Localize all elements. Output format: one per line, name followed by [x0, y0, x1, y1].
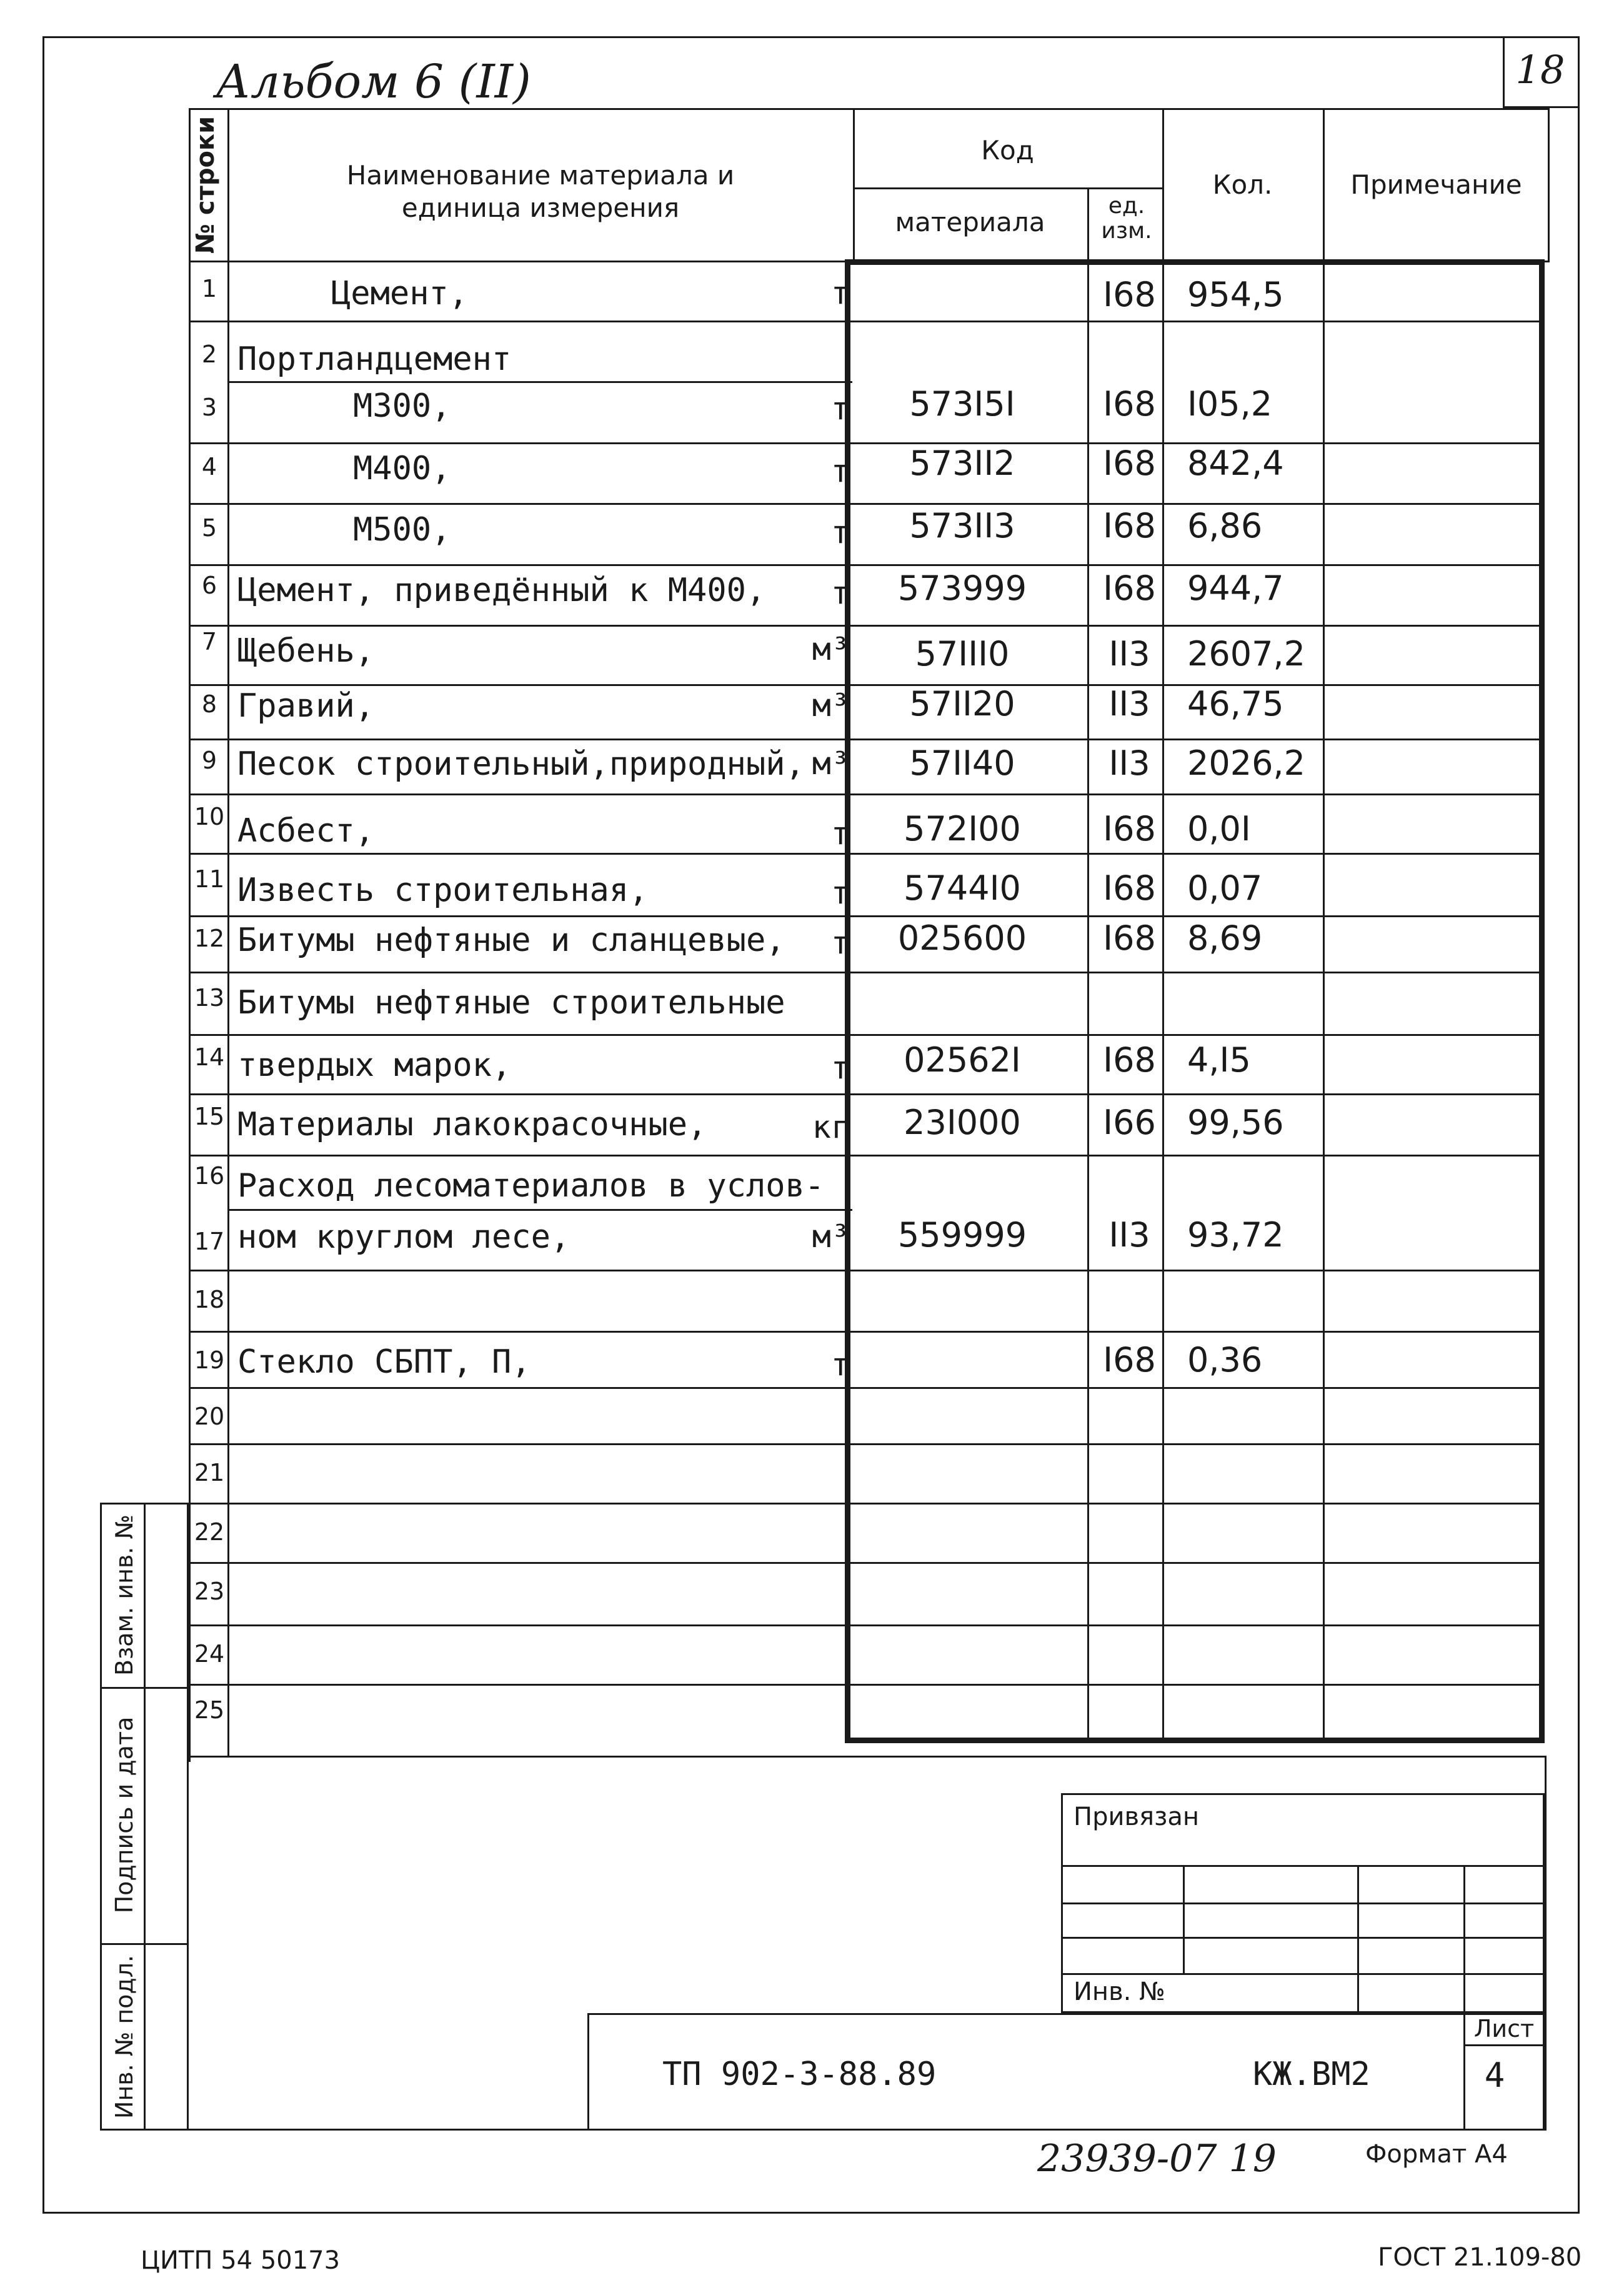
row-unit-8: м³	[812, 687, 850, 724]
row-ed-10: I68	[1103, 809, 1156, 848]
sheet-corner-number: 18	[1515, 47, 1565, 92]
side-vzam: Взам. инв. №	[111, 1515, 138, 1676]
row-name-4: М400,	[353, 450, 451, 487]
row-qty-4: 842,4	[1187, 444, 1284, 483]
row-name-6: Цемент, приведённый к М400,	[237, 572, 766, 609]
row-unit-1: т	[830, 275, 850, 311]
doc-mark: КЖ.ВМ2	[1253, 2056, 1370, 2093]
stamp-inv-no: Инв. №	[1074, 1977, 1165, 2006]
privyazan-label: Привязан	[1074, 1803, 1200, 1831]
row-no-1: 1	[201, 275, 217, 302]
row-no-20: 20	[194, 1403, 225, 1430]
row-no-22: 22	[194, 1518, 225, 1546]
footer-right: ГОСТ 21.109-80	[1378, 2243, 1582, 2272]
header-code-material: материала	[895, 207, 1045, 237]
row-no-6: 6	[201, 572, 217, 599]
row-code-15: 23I000	[904, 1103, 1021, 1142]
row-ed-7: II3	[1108, 634, 1150, 674]
row-qty-14: 4,I5	[1187, 1040, 1251, 1080]
row-ed-3: I68	[1103, 384, 1156, 424]
row-name-17: ном круглом лесе,	[237, 1218, 570, 1256]
row-no-13: 13	[194, 984, 225, 1012]
row-unit-4: т	[830, 453, 850, 489]
row-unit-12: т	[830, 925, 850, 961]
side-inv-podl: Инв. № подл.	[111, 1954, 138, 2119]
row-ed-14: I68	[1103, 1040, 1156, 1080]
list-label: Лист	[1473, 2015, 1535, 2042]
side-podpis: Подпись и дата	[111, 1716, 138, 1914]
row-name-11: Известь строительная,	[237, 872, 649, 909]
row-unit-6: т	[830, 575, 850, 611]
row-ed-6: I68	[1103, 569, 1156, 608]
row-no-15: 15	[194, 1103, 225, 1130]
row-no-16: 16	[194, 1162, 225, 1190]
doc-code: ТП 902-3-88.89	[662, 2056, 937, 2093]
row-qty-17: 93,72	[1187, 1215, 1284, 1255]
row-ed-5: I68	[1103, 506, 1156, 545]
row-qty-6: 944,7	[1187, 569, 1284, 608]
row-qty-1: 954,5	[1187, 275, 1284, 314]
row-code-14: 02562I	[904, 1040, 1021, 1080]
row-no-10: 10	[194, 803, 225, 830]
row-qty-8: 46,75	[1187, 684, 1284, 724]
row-qty-19: 0,36	[1187, 1340, 1263, 1380]
row-unit-11: т	[830, 875, 850, 911]
row-unit-7: м³	[812, 631, 850, 667]
list-number: 4	[1484, 2056, 1505, 2095]
row-name-12: Битумы нефтяные и сланцевые,	[237, 922, 785, 959]
row-code-10: 572I00	[904, 809, 1021, 848]
row-no-24: 24	[194, 1640, 225, 1668]
row-no-9: 9	[201, 747, 217, 774]
row-qty-10: 0,0I	[1187, 809, 1251, 848]
header-name: Наименование материала и единица измерения	[346, 160, 735, 223]
row-name-5: М500,	[353, 511, 451, 549]
header-row-no: № строки	[191, 116, 220, 254]
row-no-7: 7	[201, 628, 217, 655]
row-no-23: 23	[194, 1578, 225, 1605]
row-unit-10: т	[830, 815, 850, 852]
header-qty: Кол.	[1212, 169, 1273, 200]
row-qty-15: 99,56	[1187, 1103, 1284, 1142]
album-title: Альбом 6 (II)	[216, 55, 531, 109]
row-ed-19: I68	[1103, 1340, 1156, 1380]
row-ed-9: II3	[1108, 744, 1150, 783]
row-ed-1: I68	[1103, 275, 1156, 314]
row-code-9: 57II40	[909, 744, 1015, 783]
row-ed-4: I68	[1103, 444, 1156, 483]
row-ed-17: II3	[1108, 1215, 1150, 1255]
row-unit-15: кг	[812, 1109, 850, 1145]
row-no-21: 21	[194, 1459, 225, 1486]
row-no-19: 19	[194, 1346, 225, 1374]
row-no-18: 18	[194, 1286, 225, 1313]
row-qty-7: 2607,2	[1187, 634, 1305, 674]
header-note: Примечание	[1350, 169, 1522, 200]
footer-left: ЦИТП 54 50173	[141, 2246, 341, 2275]
row-code-8: 57II20	[909, 684, 1015, 724]
row-ed-15: I66	[1103, 1103, 1156, 1142]
row-no-3: 3	[201, 394, 217, 421]
row-code-11: 5744I0	[904, 868, 1021, 908]
row-ed-11: I68	[1103, 868, 1156, 908]
format-label: Формат А4	[1365, 2140, 1508, 2169]
row-name-19: Стекло СБПТ, П,	[237, 1343, 531, 1381]
row-name-9: Песок строительный,природный,	[237, 745, 805, 783]
row-no-14: 14	[194, 1043, 225, 1071]
row-unit-14: т	[830, 1050, 850, 1086]
row-code-12: 025600	[897, 918, 1027, 958]
row-name-3: М300,	[353, 387, 451, 425]
row-unit-9: м³	[812, 745, 850, 782]
row-unit-3: т	[830, 390, 850, 427]
row-qty-3: I05,2	[1187, 384, 1273, 424]
row-no-8: 8	[201, 690, 217, 718]
row-qty-9: 2026,2	[1187, 744, 1305, 783]
header-code-unit: ед. изм.	[1101, 193, 1152, 244]
row-qty-12: 8,69	[1187, 918, 1263, 958]
row-unit-19: т	[830, 1346, 850, 1383]
row-name-2: Портландцемент	[237, 341, 512, 378]
row-name-10: Асбест,	[237, 812, 375, 850]
header-code: Код	[981, 135, 1034, 166]
row-code-6: 573999	[897, 569, 1027, 608]
row-no-11: 11	[194, 865, 225, 893]
row-ed-12: I68	[1103, 918, 1156, 958]
row-name-16: Расход лесоматериалов в услов-	[237, 1167, 825, 1205]
row-qty-11: 0,07	[1187, 868, 1263, 908]
row-no-12: 12	[194, 925, 225, 952]
handwritten-number: 23939-07 19	[1037, 2137, 1277, 2181]
row-code-5: 573II3	[909, 506, 1015, 545]
row-name-14: твердых марок,	[237, 1047, 512, 1084]
row-no-17: 17	[194, 1228, 225, 1255]
row-name-7: Щебень,	[237, 632, 375, 670]
row-unit-17: м³	[812, 1218, 850, 1255]
row-name-1: Цемент,	[331, 275, 469, 312]
row-code-3: 573I5I	[909, 384, 1015, 424]
row-ed-8: II3	[1108, 684, 1150, 724]
row-code-7: 57III0	[915, 634, 1010, 674]
row-code-4: 573II2	[909, 444, 1015, 483]
row-name-13: Битумы нефтяные строительные	[237, 984, 785, 1022]
row-code-17: 559999	[897, 1215, 1027, 1255]
row-no-25: 25	[194, 1696, 225, 1724]
row-name-8: Гравий,	[237, 687, 375, 725]
row-no-4: 4	[201, 453, 217, 480]
row-name-15: Материалы лакокрасочные,	[237, 1106, 707, 1143]
row-unit-5: т	[830, 514, 850, 550]
row-no-2: 2	[201, 341, 217, 368]
row-qty-5: 6,86	[1187, 506, 1263, 545]
row-no-5: 5	[201, 514, 217, 542]
